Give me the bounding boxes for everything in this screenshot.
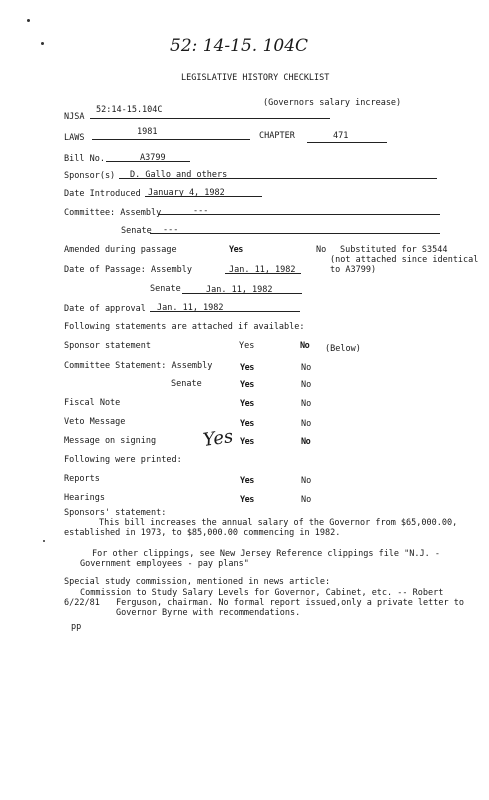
chapter-label: CHAPTER: [259, 131, 295, 141]
amended-label: Amended during passage: [64, 245, 177, 255]
date-intro-line: [145, 196, 262, 197]
statements-heading: Following statements are attached if available:: [64, 322, 305, 332]
initials: pp: [71, 622, 82, 632]
statement-note: (Below): [325, 344, 361, 354]
substituted-note-2: (not attached since identical: [330, 255, 479, 265]
clippings-text: Government employees - pay plans": [80, 559, 249, 569]
date-intro-label: Date Introduced: [64, 189, 141, 199]
committee-senate-line: [150, 233, 440, 234]
statement-no: No: [301, 419, 312, 429]
substituted-note-3: to A3799): [330, 265, 377, 275]
printed-no: No: [301, 495, 312, 505]
statement-label: Veto Message: [64, 417, 126, 427]
printed-label: Reports: [64, 474, 100, 484]
bill-line: [106, 161, 190, 162]
handwritten-yes: Yes: [201, 425, 235, 452]
chapter-value: 471: [333, 131, 349, 141]
bill-value: A3799: [140, 153, 166, 163]
statement-no: No: [301, 399, 312, 409]
passage-label: Date of Passage: Assembly: [64, 265, 192, 275]
committee-senate-label: Senate: [121, 226, 152, 236]
statement-yes: Yes: [240, 419, 254, 429]
passage-senate-label: Senate: [150, 284, 181, 294]
sponsor-statement-label: Sponsors' statement:: [64, 508, 167, 518]
statement-label: Fiscal Note: [64, 398, 121, 408]
committee-label: Committee: Assembly: [64, 208, 162, 218]
committee-senate-value: ---: [163, 225, 179, 235]
passage-assembly-line: [225, 273, 301, 274]
statement-yes: Yes: [239, 341, 255, 351]
sponsor-line: [119, 178, 437, 179]
passage-senate-value: Jan. 11, 1982: [206, 285, 273, 295]
laws-line: [92, 139, 250, 140]
printed-no: No: [301, 476, 312, 486]
statement-yes: Yes: [240, 380, 254, 390]
statement-yes: Yes: [240, 437, 254, 447]
statement-no: No: [301, 380, 312, 390]
statement-no: No: [301, 437, 311, 447]
njsa-value: 52:14-15.104C: [96, 105, 163, 115]
page-title: LEGISLATIVE HISTORY CHECKLIST: [181, 73, 330, 83]
approval-line: [150, 311, 300, 312]
special-study-text: Ferguson, chairman. No formal report issued,only a private letter to: [116, 598, 464, 608]
approval-label: Date of approval: [64, 304, 146, 314]
special-study-text: Governor Byrne with recommendations.: [116, 608, 301, 618]
printed-yes: Yes: [240, 495, 254, 505]
clippings-text: For other clippings, see New Jersey Reference clippings file "N.J. -: [92, 549, 440, 559]
handwritten-number: 52: 14-15. 104C: [170, 36, 309, 56]
bill-label: Bill No.: [64, 154, 105, 164]
stray-mark: [43, 540, 45, 542]
laws-label: LAWS: [64, 133, 85, 143]
sponsor-statement-text: established in 1973, to $85,000.00 commencing in 1982.: [64, 528, 341, 538]
substituted-note-1: Substituted for S3544: [340, 245, 448, 255]
chapter-line: [307, 142, 387, 143]
njsa-label: NJSA: [64, 112, 85, 122]
statement-no: No: [300, 341, 310, 351]
special-study-date: 6/22/81: [64, 598, 100, 608]
approval-value: Jan. 11, 1982: [157, 303, 224, 313]
stray-mark: [27, 19, 30, 22]
subtitle-note: (Governors salary increase): [263, 98, 402, 108]
amended-no: No: [316, 245, 327, 255]
special-study-text: Commission to Study Salary Levels for Governor, Cabinet, etc. -- Robert: [80, 588, 444, 598]
printed-yes: Yes: [240, 476, 254, 486]
sponsor-statement-text: This bill increases the annual salary of the Governor from $65,000.00,: [99, 518, 458, 528]
statement-no: No: [301, 363, 312, 373]
laws-value: 1981: [137, 127, 158, 137]
special-study-text: Special study commission, mentioned in news article:: [64, 577, 331, 587]
date-intro-value: January 4, 1982: [148, 188, 225, 198]
committee-assembly-value: ---: [193, 206, 209, 216]
printed-label: Hearings: [64, 493, 105, 503]
statement-label: Committee Statement: Assembly: [64, 361, 213, 371]
amended-yes: Yes: [229, 245, 243, 255]
passage-senate-line: [182, 293, 302, 294]
passage-assembly-value: Jan. 11, 1982: [229, 265, 296, 275]
statement-yes: Yes: [240, 363, 254, 373]
stray-mark: [41, 42, 44, 45]
statement-label: Senate: [171, 379, 202, 389]
committee-assembly-line: [158, 214, 440, 215]
sponsor-label: Sponsor(s): [64, 171, 116, 181]
statement-label: Message on signing: [64, 436, 157, 446]
statement-label: Sponsor statement: [64, 341, 151, 351]
sponsor-value: D. Gallo and others: [130, 170, 228, 180]
statement-yes: Yes: [240, 399, 254, 409]
njsa-line: [90, 118, 330, 119]
printed-heading: Following were printed:: [64, 455, 182, 465]
